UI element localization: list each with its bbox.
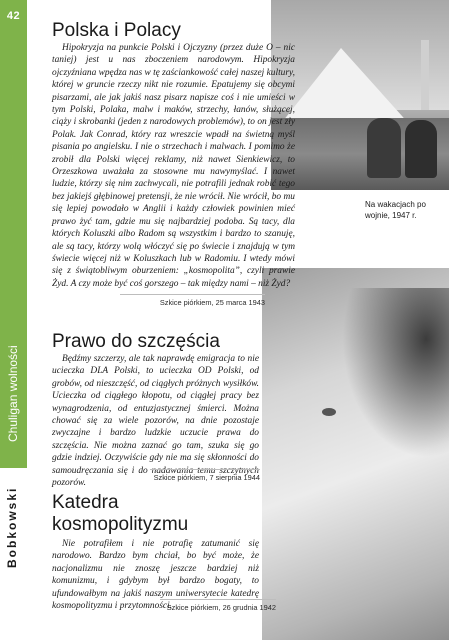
beach-tent-photo	[271, 0, 449, 190]
article-text-body: Nie potrafiłem i nie potrafię zatumanić się narodowo. Bardzo bym chciał, bo być może, że nacjonalizmu nie znoszę jeszcze bardziej niż komunizmu, i gdybym był bardzo bogaty, to ufundowałbym na jakiś naszym uniwersytecie katedrę kosmopolityzmu i przytomności.	[52, 539, 259, 612]
photo-shadow	[342, 288, 449, 458]
article-text	[52, 42, 295, 290]
photo-tent	[279, 48, 411, 126]
photo-person	[367, 118, 401, 178]
article-text-body: Hipokryzja na punkcie Polski i Ojczyzny (przez duże O – nic taniej) jest u nas zboczeniem narodowym. Hipokryzja ojczyźniana wpędza nas w tę zaściankowość całej naszej kultury, której w gruncie rzeczy nikt nie rozumie. Epatujemy się obcymi pisarzami, ale jak jakiś nasz pisarz napisze coś i nie umieści w tym Polski, Polaka, malw i maków, strzechy, łanów, służącej, ciąży i skrobanki (jeden z narodowych problemów), to on jest zły Polak. Jak Conrad, który raz wreszcie wpadł na świetną myśl pisania po angielsku. I nie o strzechach i malwach. I pomimo że zrobił dla Polski więcej reklamy, niż nawet Sienkiewicz, to Orzeszkowa uważała za stosowne mu nawymyślać. I nawet ludzie, którzy się nim zachwycali, nie potrafili jednak robić tego bez jakiejś głębinowej pretensji, że nie wrócił. Nie wrócił, bo mu się lepiej powodało w Anglii i każdy człowiek powinien mieć prawo żyć tam, gdzie mu się najbardziej podoba. Są tacy, dla których Koluszki albo Radom są wszystkim i bardzo to szanuję, ale są tacy, którzy wolą włóczyć się po świecie i znajdują w tym świecie więcej niż w Koluszkach lub w Radomiu. I wtedy mówi się z świątobliwym oburzeniem: „kosmopolita”, czyli prawie Żyd. A czy może być coś gorszego – tak między nami – niż Żyd?	[52, 43, 295, 289]
photo-lighthouse	[421, 40, 429, 110]
article-text-body: Będźmy szczerzy, ale tak naprawdę emigracja to nie ucieczka DLA Polski, to ucieczka OD Polski, od grobów, od nieszczęść, od ciągłych próżnych wysiłków. Ucieczka od ciągłego kłopotu, od ciągłej pracy bez wynagrodzenia, od entuzjastycznej śmierci. Można chować się za wiele pozorów, na dnie pozostaje zwyczajne i bardzo ludzkie uczucie prawa do szczęścia. Nie można zaznać go tam, szuka się go gdzie indziej. Oczywiście gdy nie ma się skłonności do samoudręczania się i do nadawania temu szczytnych pozorów.	[52, 354, 259, 489]
article-title: Polska i Polacy	[52, 20, 181, 41]
section-label: Chuligan wolności	[6, 345, 20, 442]
author-label: Bobkowski	[5, 486, 19, 568]
article-source: Szkice piórkiem, 25 marca 1943	[120, 294, 265, 307]
article-title: Prawo do szczęścia	[52, 331, 220, 352]
article-title: Katedra kosmopolityzmu	[52, 492, 189, 535]
abstract-photo	[262, 268, 449, 640]
article-source: Szkice piórkiem, 26 grudnia 1942	[160, 599, 276, 612]
photo-caption: Na wakacjach po wojnie, 1947 r.	[365, 200, 426, 220]
photo-person	[405, 120, 437, 178]
article-source: Szkice piórkiem, 7 sierpnia 1944	[150, 469, 260, 482]
photo-mark	[322, 408, 336, 416]
page-number: 42	[6, 10, 21, 22]
